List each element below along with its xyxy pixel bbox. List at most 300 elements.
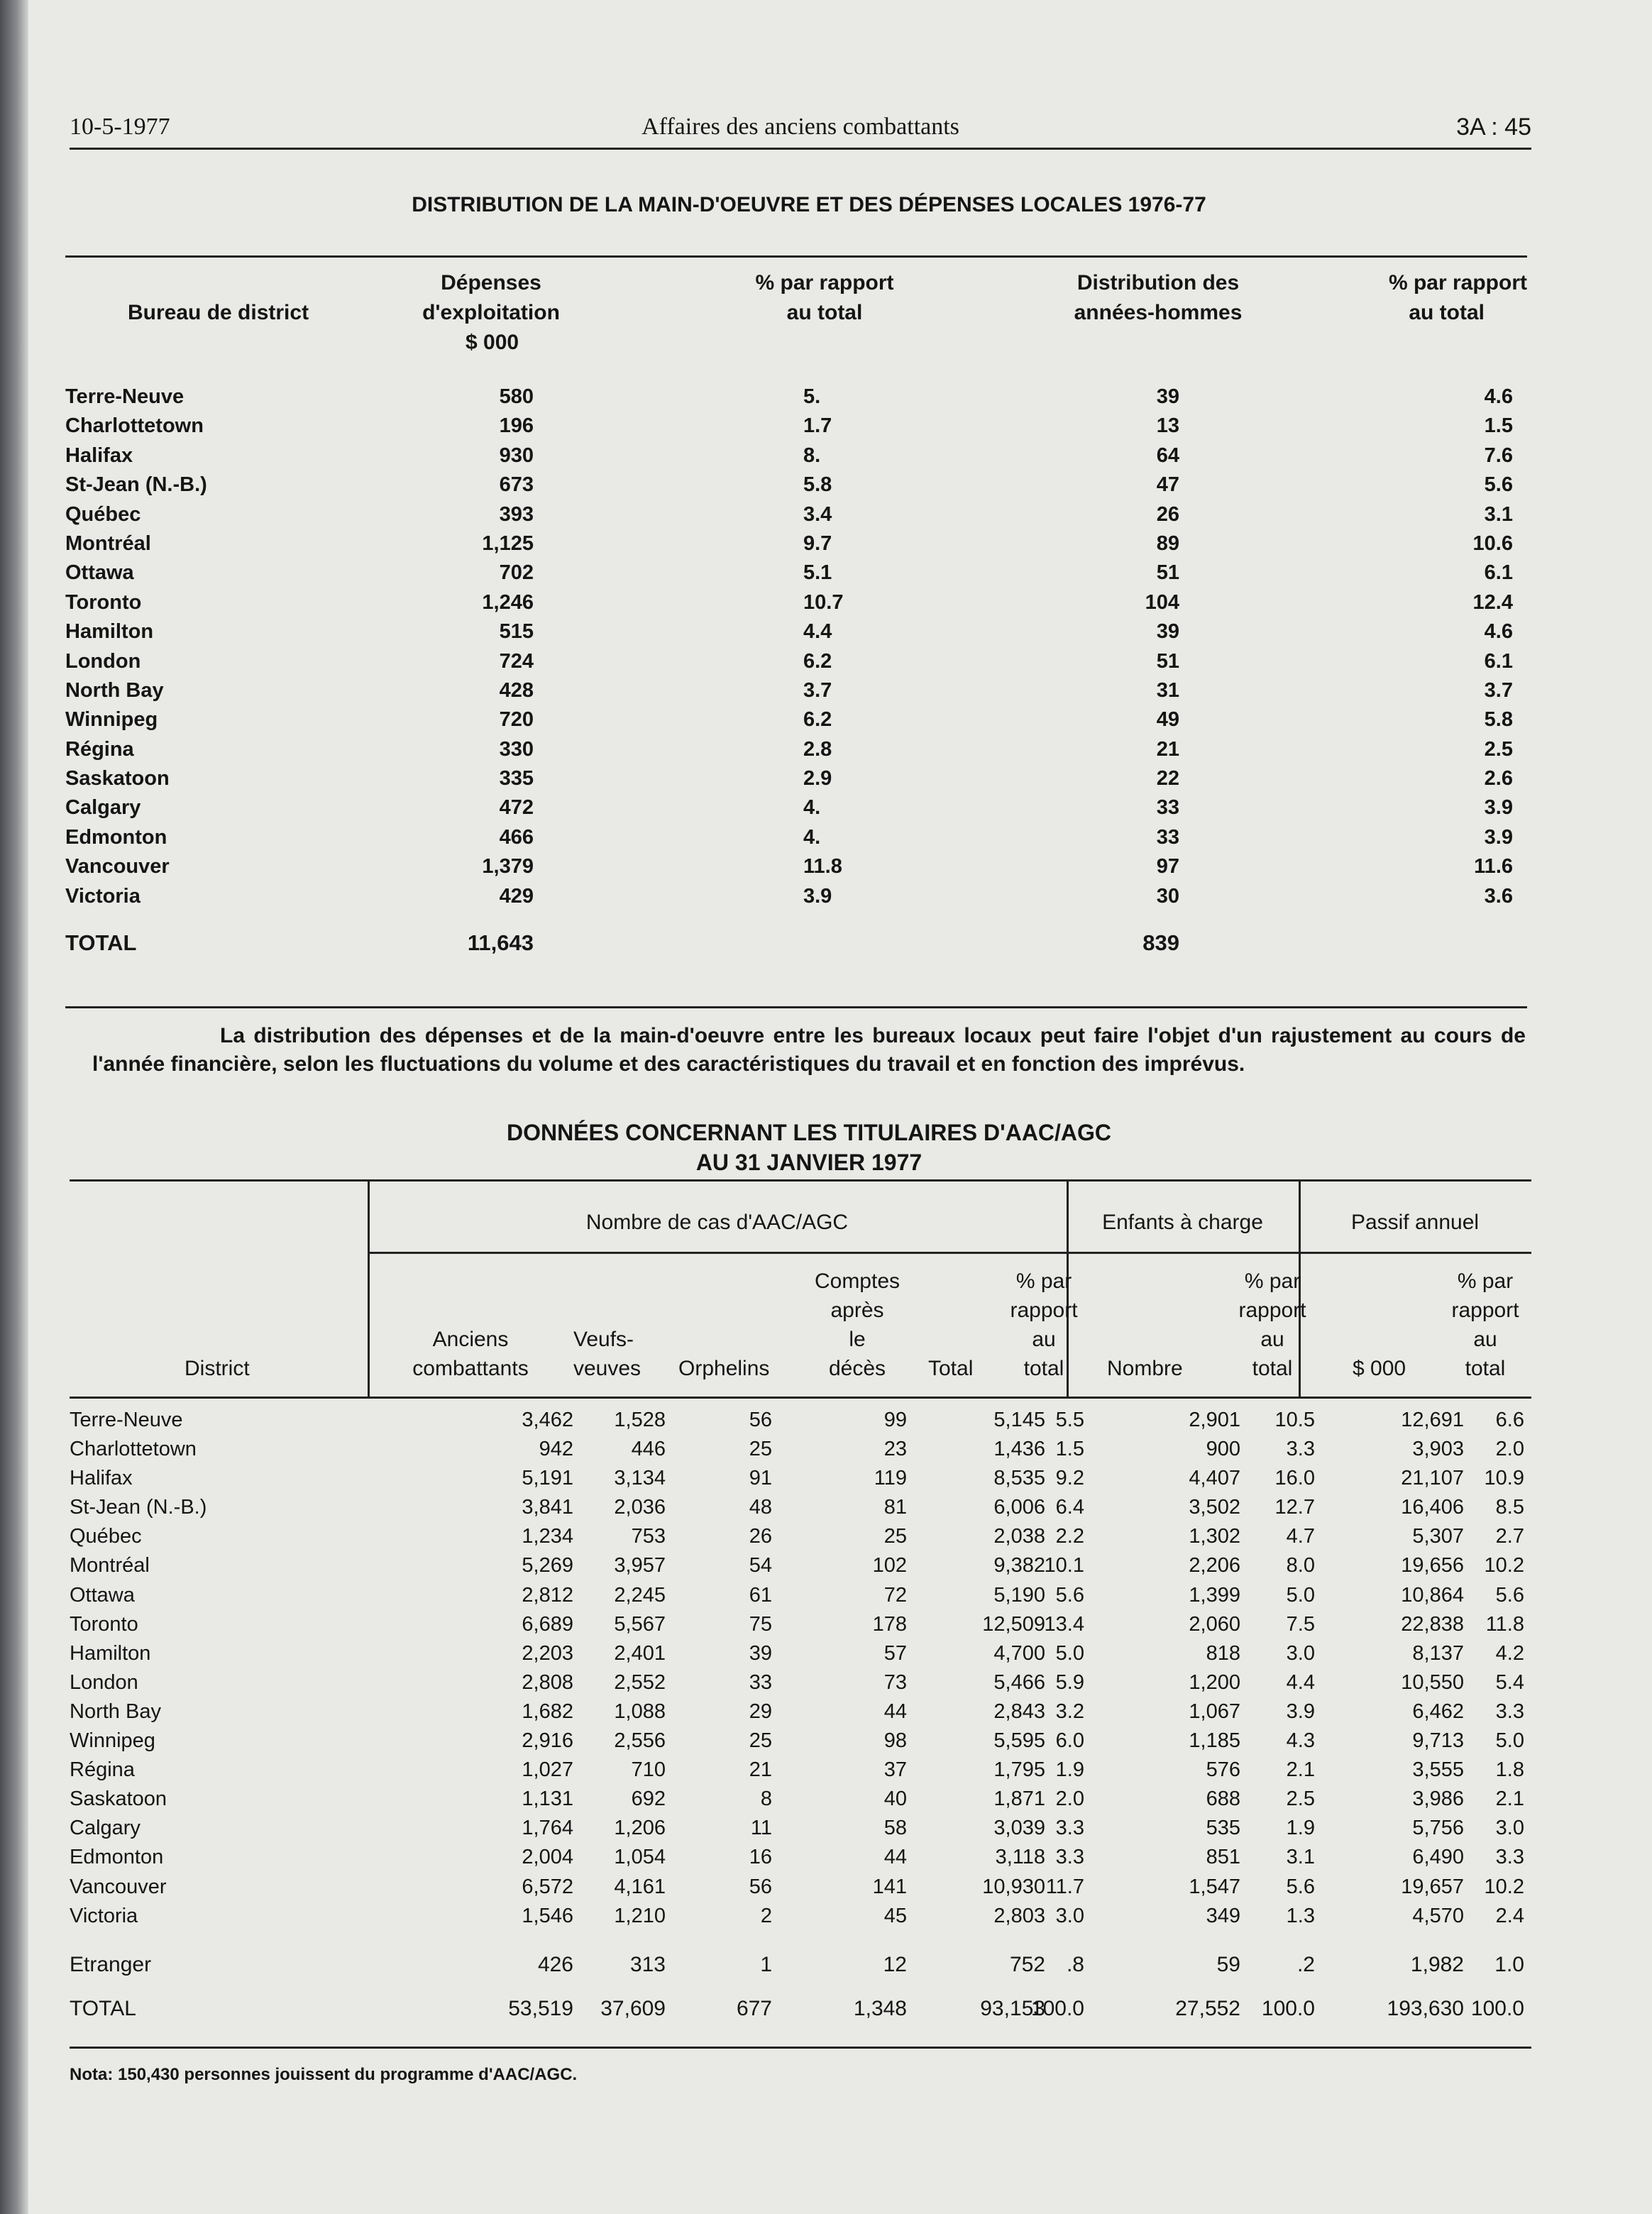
- table2-cell-liability: 4,570: [1412, 1904, 1464, 1927]
- table2-cell-liability: 6,490: [1412, 1846, 1464, 1869]
- table2-cell-pct: 5.6: [1055, 1583, 1084, 1607]
- table2-cell-liability-pct: 8.5: [1495, 1496, 1524, 1519]
- table2-cell-children: 1,185: [1189, 1729, 1240, 1753]
- table1-cell-pct: 2.9: [803, 767, 832, 791]
- table2-cell-accounts: 119: [874, 1467, 907, 1490]
- table2-cell-accounts: 58: [883, 1817, 907, 1840]
- table1-cell-pct2: 3.9: [1484, 825, 1513, 849]
- table2-cell-orphans: 91: [749, 1467, 772, 1490]
- table2-cell-veterans: 2,004: [522, 1846, 573, 1869]
- table2-cell-children: 818: [1206, 1641, 1240, 1665]
- table2-cell-widows: 1,054: [614, 1846, 666, 1869]
- table2-cell-veterans: 5,269: [522, 1554, 573, 1577]
- table2-cell-district: Québec: [70, 1525, 142, 1548]
- table2-header: [70, 1179, 1531, 1397]
- table2-col-children-pct-l2: rapport: [1238, 1299, 1306, 1322]
- table1-cell-expenses: 429: [499, 884, 534, 908]
- table2-cell-accounts: 98: [883, 1729, 907, 1753]
- table2-group-cases: Nombre de cas d'AAC/AGC: [585, 1211, 849, 1234]
- table2-cell-children-pct: 3.0: [1286, 1641, 1315, 1665]
- table2-cell-pct: 3.0: [1055, 1904, 1084, 1927]
- table1-cell-expenses: 720: [499, 708, 534, 732]
- table2-row: [70, 1876, 1531, 1905]
- table1-row: [65, 679, 1527, 708]
- table2-cell-district: Vancouver: [70, 1875, 167, 1898]
- table1-body: [65, 385, 1527, 914]
- table2-cell-total: 1,436: [993, 1438, 1045, 1461]
- table1-cell-office: Victoria: [65, 884, 141, 908]
- table2-cell-total: 12,509: [982, 1612, 1045, 1636]
- table2-cell-veterans: 6,572: [522, 1875, 573, 1898]
- table2-row: [70, 1729, 1531, 1758]
- table2-col-pct-l1: % par: [1015, 1270, 1072, 1293]
- table1-cell-pct: 2.8: [803, 737, 832, 761]
- table2-cell-total: 5,190: [993, 1583, 1045, 1607]
- table1-row: [65, 796, 1527, 825]
- table2-row: [70, 1496, 1531, 1525]
- table1-cell-pct: 4.: [803, 825, 821, 849]
- table2-cell-veterans: 2,916: [522, 1729, 573, 1753]
- table2-cell-veterans: 2,808: [522, 1670, 573, 1694]
- nota-text: 150,430 personnes jouissent du programme d'AAC/AGC.: [118, 2065, 578, 2084]
- table2-cell-widows: 692: [631, 1788, 666, 1811]
- table2-col-liability-pct-l4: total: [1465, 1357, 1506, 1380]
- table2-cell-liability-pct: 100.0: [1470, 1997, 1524, 2020]
- table1-cell-pct: 11.8: [803, 855, 842, 879]
- table1-cell-expenses: 335: [499, 767, 534, 791]
- table1-row: [65, 503, 1527, 532]
- table2-cell-veterans: 1,546: [522, 1904, 573, 1927]
- table2-col-accounts-l4: décès: [828, 1357, 886, 1380]
- table2-cell-liability-pct: 2.0: [1495, 1438, 1524, 1461]
- table2-col-liability-pct-l3: au: [1473, 1328, 1497, 1351]
- table2-cell-total: 5,145: [993, 1409, 1045, 1431]
- table2-col-children-pct-l4: total: [1252, 1357, 1293, 1380]
- table2-col-accounts-l2: après: [830, 1299, 884, 1322]
- table1-cell-person-years: 47: [1156, 473, 1179, 497]
- table2-group-children: Enfants à charge: [1102, 1211, 1263, 1234]
- table2-cell-total: 5,595: [993, 1729, 1045, 1753]
- table2-cell-children: 900: [1206, 1438, 1240, 1461]
- table2-cell-pct: 5.0: [1055, 1641, 1084, 1665]
- table2-row: [70, 1817, 1531, 1846]
- table2-cell-widows: 2,556: [614, 1729, 666, 1753]
- table1-cell-pct2: 3.9: [1484, 796, 1513, 820]
- table1-cell-person-years: 21: [1156, 737, 1179, 761]
- table1-total-label: TOTAL: [65, 930, 137, 955]
- table2-row: [70, 1409, 1531, 1438]
- table1-row: [65, 473, 1527, 502]
- header-rule: [70, 148, 1531, 150]
- table2-cell-total: 2,803: [993, 1904, 1045, 1927]
- table2-cell-widows: 3,957: [614, 1554, 666, 1577]
- header-page-ref: 3A : 45: [1456, 114, 1531, 141]
- table2-cell-veterans: 1,234: [522, 1525, 573, 1548]
- table1-col-personyears-l1: Distribution des: [1076, 271, 1240, 294]
- table2-cell-pct: 10.1: [1044, 1554, 1084, 1577]
- table2-cell-district: Saskatoon: [70, 1788, 167, 1811]
- table2-cell-children-pct: 5.0: [1286, 1583, 1315, 1607]
- table1-cell-office: Terre-Neuve: [65, 385, 185, 408]
- table2-abroad-row: [70, 1953, 1531, 1983]
- table2-cell-children-pct: 1.3: [1286, 1904, 1315, 1927]
- table2-col-veterans-l1: Anciens: [432, 1328, 509, 1351]
- table1-cell-pct: 1.7: [803, 414, 832, 438]
- table2-cell-accounts: 25: [883, 1525, 907, 1548]
- table1-col-expenses-l2: d'exploitation: [422, 301, 560, 324]
- table1-cell-pct: 4.4: [803, 620, 832, 644]
- table2-cell-accounts: 99: [883, 1409, 907, 1431]
- table1-total-person-years: 839: [1142, 930, 1179, 955]
- table2-cell-children-pct: 4.4: [1286, 1670, 1315, 1694]
- table2-cell-pct: 1.5: [1055, 1438, 1084, 1461]
- table2-cell-district: London: [70, 1670, 138, 1694]
- table1-col-personyears-l2: années-hommes: [1074, 301, 1243, 324]
- table2-col-accounts-l3: le: [849, 1328, 866, 1351]
- table2-cell-widows: 2,245: [614, 1583, 666, 1607]
- table1-cell-pct2: 12.4: [1472, 590, 1513, 614]
- table2-cell-liability-pct: 10.9: [1484, 1467, 1524, 1490]
- table1-cell-pct2: 2.6: [1484, 767, 1513, 791]
- table1-cell-person-years: 51: [1156, 649, 1179, 673]
- table2-cell-district: Winnipeg: [70, 1729, 155, 1753]
- table1-cell-pct2: 5.6: [1484, 473, 1513, 497]
- table2-cell-children-pct: 2.1: [1286, 1758, 1315, 1782]
- table1-cell-pct: 5.8: [803, 473, 832, 497]
- table2-cell-pct: 6.4: [1055, 1496, 1084, 1519]
- table2-cell-widows: 4,161: [614, 1875, 666, 1898]
- table1-cell-expenses: 196: [499, 414, 534, 438]
- table1-row: [65, 738, 1527, 767]
- table2-cell-children: 1,547: [1189, 1875, 1240, 1898]
- table2-cell-district: Edmonton: [70, 1846, 164, 1869]
- table2-cell-district: TOTAL: [70, 1997, 136, 2020]
- table2-cell-children: 59: [1216, 1953, 1240, 1976]
- table2-cell-total: 1,871: [993, 1788, 1045, 1811]
- table1-cell-person-years: 33: [1156, 825, 1179, 849]
- table2-cell-pct: 3.3: [1055, 1817, 1084, 1840]
- table2-cell-liability-pct: 5.6: [1495, 1583, 1524, 1607]
- table2-cell-orphans: 11: [750, 1817, 772, 1840]
- table2-cell-accounts: 12: [883, 1953, 907, 1976]
- table1-cell-office: Ottawa: [65, 561, 134, 585]
- table2-cell-accounts: 72: [883, 1583, 907, 1607]
- table2-cell-widows: 753: [631, 1525, 666, 1548]
- table2-cell-pct: 3.3: [1055, 1846, 1084, 1869]
- table1-col-pct1-l1: % par rapport: [755, 271, 894, 294]
- table1-cell-pct: 3.9: [803, 884, 832, 908]
- table2-cell-veterans: 1,682: [522, 1700, 573, 1723]
- table2-col-pct-l3: au: [1032, 1328, 1056, 1351]
- table2-cell-children-pct: 12.7: [1274, 1496, 1315, 1519]
- table1-cell-pct: 10.7: [803, 590, 844, 614]
- table1-cell-pct2: 1.5: [1484, 414, 1513, 438]
- table1-cell-person-years: 97: [1156, 855, 1179, 879]
- table1-cell-pct: 5.: [803, 385, 821, 408]
- table2-cell-pct: 5.9: [1055, 1670, 1084, 1694]
- table1-cell-pct2: 6.1: [1484, 561, 1513, 585]
- table2-cell-orphans: 21: [749, 1758, 772, 1782]
- table1-cell-pct2: 4.6: [1484, 385, 1513, 408]
- table2-cell-accounts: 1,348: [853, 1997, 907, 2020]
- table2-cell-veterans: 1,027: [522, 1758, 573, 1782]
- table1-col-expenses-l1: Dépenses: [441, 271, 541, 294]
- table2-cell-widows: 446: [631, 1438, 666, 1461]
- table1-cell-pct2: 4.6: [1484, 620, 1513, 644]
- table2-cell-accounts: 40: [883, 1788, 907, 1811]
- table2-cell-widows: 1,088: [614, 1700, 666, 1723]
- table2-col-children-pct-l3: au: [1260, 1328, 1284, 1351]
- table2-cell-liability: 22,838: [1401, 1612, 1464, 1636]
- table2-cell-orphans: 16: [749, 1846, 772, 1869]
- table2-cell-total: 8,535: [993, 1467, 1045, 1490]
- table1-cell-person-years: 33: [1156, 796, 1179, 820]
- table2-cell-pct: .8: [1066, 1953, 1084, 1976]
- table1-cell-pct2: 2.5: [1484, 737, 1513, 761]
- table2-cell-pct: 100.0: [1030, 1997, 1084, 2020]
- table2-bottom-rule: [70, 2047, 1531, 2049]
- table2-cell-pct: 2.0: [1055, 1788, 1084, 1811]
- table1-total-expenses: 11,643: [467, 930, 534, 955]
- table2-cell-children: 2,901: [1189, 1409, 1240, 1431]
- table1-cell-expenses: 580: [499, 385, 534, 408]
- table2-cell-orphans: 8: [760, 1788, 772, 1811]
- table1-cell-person-years: 51: [1156, 561, 1179, 585]
- table2-cell-orphans: 26: [749, 1525, 772, 1548]
- table1-row: [65, 855, 1527, 884]
- table2-cell-total: 5,466: [993, 1670, 1045, 1694]
- header-date: 10-5-1977: [70, 114, 170, 140]
- table2-cell-pct: 5.5: [1055, 1409, 1084, 1431]
- table1-cell-expenses: 466: [499, 825, 534, 849]
- table2-cell-accounts: 37: [883, 1758, 907, 1782]
- table2-cell-total: 3,039: [993, 1817, 1045, 1840]
- table1-cell-office: Régina: [65, 737, 134, 761]
- table1-cell-pct2: 5.8: [1484, 708, 1513, 732]
- table2-cell-district: Hamilton: [70, 1641, 151, 1665]
- table2-row: [70, 1554, 1531, 1583]
- table1-cell-expenses: 702: [499, 561, 534, 585]
- table2-col-accounts-l1: Comptes: [814, 1270, 901, 1293]
- table2-col-children-pct-l1: % par: [1244, 1270, 1301, 1293]
- table2-cell-liability: 3,555: [1412, 1758, 1464, 1782]
- table2-group-liability: Passif annuel: [1350, 1211, 1480, 1234]
- table2-cell-children: 2,060: [1189, 1612, 1240, 1636]
- table1-row: [65, 444, 1527, 473]
- table2-row: [70, 1788, 1531, 1817]
- table2-cell-district: Montréal: [70, 1554, 150, 1577]
- table2-cell-pct: 1.9: [1055, 1758, 1084, 1782]
- table1-cell-pct: 9.7: [803, 532, 832, 555]
- table2-cell-children-pct: 10.5: [1274, 1409, 1315, 1431]
- table1-cell-office: London: [65, 649, 141, 673]
- table2-cell-children-pct: 2.5: [1286, 1788, 1315, 1811]
- table2-cell-liability: 1,982: [1410, 1953, 1464, 1976]
- table1-cell-person-years: 104: [1145, 590, 1179, 614]
- table2-cell-children: 535: [1206, 1817, 1240, 1840]
- table1-col-pct1-l2: au total: [786, 301, 863, 324]
- table2-cell-liability-pct: 1.0: [1494, 1953, 1524, 1976]
- table2-cell-accounts: 44: [883, 1846, 907, 1869]
- table2-cell-liability-pct: 3.3: [1495, 1846, 1524, 1869]
- table1-cell-pct2: 10.6: [1472, 532, 1513, 555]
- table1-top-rule: [65, 255, 1527, 258]
- table2-cell-widows: 2,401: [614, 1641, 666, 1665]
- table2-cell-widows: 1,528: [614, 1409, 666, 1431]
- table1-note: La distribution des dépenses et de la main-d'oeuvre entre les bureaux locaux peut faire l'objet d'un rajustement au cours de l'année financière, selon les fluctuations du volume et des caractéristiques du travail et en fonction des imprévus.: [92, 1024, 1526, 1076]
- table2-cell-children: 1,399: [1189, 1583, 1240, 1607]
- table2-cell-accounts: 178: [872, 1612, 907, 1636]
- table1-col-office: Bureau de district: [128, 301, 309, 324]
- table2-cell-total: 1,795: [993, 1758, 1045, 1782]
- table1-total-row: [65, 930, 1527, 962]
- table2-cell-children: 576: [1206, 1758, 1240, 1782]
- table1-cell-pct2: 3.6: [1484, 884, 1513, 908]
- table2-cell-veterans: 1,764: [522, 1817, 573, 1840]
- table2-nota: [70, 2065, 577, 2085]
- table2-cell-liability: 16,406: [1401, 1496, 1464, 1519]
- table2-row: [70, 1700, 1531, 1729]
- table2-cell-liability-pct: 2.1: [1495, 1788, 1524, 1811]
- table1-cell-expenses: 1,379: [482, 855, 534, 879]
- table2-cell-pct: 3.2: [1055, 1700, 1084, 1723]
- table2-cell-orphans: 61: [749, 1583, 772, 1607]
- table2-cell-liability: 10,550: [1401, 1670, 1464, 1694]
- table2-cell-children-pct: 100.0: [1261, 1997, 1315, 2020]
- table1-cell-pct: 6.2: [803, 649, 832, 673]
- table2-cell-total: 10,930: [982, 1875, 1045, 1898]
- table2-row: [70, 1905, 1531, 1934]
- table2-cell-children-pct: 8.0: [1286, 1554, 1315, 1577]
- table2-cell-veterans: 3,841: [522, 1496, 573, 1519]
- table2-cell-accounts: 73: [883, 1670, 907, 1694]
- table2-cell-children-pct: 4.7: [1286, 1525, 1315, 1548]
- table2-cell-total: 752: [1009, 1953, 1045, 1976]
- nota-label: Nota:: [70, 2065, 114, 2084]
- table2-cell-veterans: 6,689: [522, 1612, 573, 1636]
- table1-cell-expenses: 673: [499, 473, 534, 497]
- table2-cell-district: Charlottetown: [70, 1438, 197, 1461]
- table2-cell-widows: 5,567: [614, 1612, 666, 1636]
- table2-cell-children-pct: 16.0: [1274, 1467, 1315, 1490]
- table2-cell-orphans: 56: [749, 1875, 772, 1898]
- header-journal-title: Affaires des anciens combattants: [641, 114, 959, 140]
- table2-cell-orphans: 54: [749, 1554, 772, 1577]
- table2-col-dollars: $ 000: [1353, 1357, 1406, 1380]
- table1-row: [65, 767, 1527, 796]
- table1-cell-expenses: 724: [499, 649, 534, 673]
- table2-cell-liability: 6,462: [1412, 1700, 1464, 1723]
- table1-row: [65, 591, 1527, 620]
- table2-cell-children-pct: 3.9: [1286, 1700, 1315, 1723]
- table2-row: [70, 1438, 1531, 1467]
- table2-cell-widows: 3,134: [614, 1467, 666, 1490]
- table2-cell-children: 349: [1206, 1904, 1240, 1927]
- table2-col-district: District: [185, 1357, 250, 1380]
- table2-col-liability-pct-l1: % par: [1457, 1270, 1514, 1293]
- table2-cell-district: North Bay: [70, 1700, 161, 1723]
- table2-cell-liability-pct: 10.2: [1484, 1875, 1524, 1898]
- table1-cell-person-years: 26: [1156, 502, 1179, 526]
- table1-row: [65, 561, 1527, 590]
- table1-cell-office: Saskatoon: [65, 767, 170, 791]
- table2-cell-children: 1,200: [1189, 1670, 1240, 1694]
- table2-col-widows-l2: veuves: [573, 1357, 641, 1380]
- table2-cell-widows: 1,206: [614, 1817, 666, 1840]
- table1-cell-office: Edmonton: [65, 825, 167, 849]
- table2-cell-district: Calgary: [70, 1817, 141, 1840]
- table1-cell-office: Winnipeg: [65, 708, 158, 732]
- table1-cell-office: Hamilton: [65, 620, 154, 644]
- table2-cell-total: 93,153: [980, 1997, 1045, 2020]
- table2-cell-liability: 19,657: [1401, 1875, 1464, 1898]
- table2-cell-pct: 11.7: [1045, 1875, 1084, 1898]
- table1-cell-office: Calgary: [65, 796, 141, 820]
- table2-cell-liability-pct: 2.7: [1495, 1525, 1524, 1548]
- table1-cell-expenses: 515: [499, 620, 534, 644]
- table2-title-line1: DONNÉES CONCERNANT LES TITULAIRES D'AAC/AGC: [506, 1120, 1112, 1145]
- table2-cell-liability: 5,307: [1412, 1525, 1464, 1548]
- table1-title: DISTRIBUTION DE LA MAIN-D'OEUVRE ET DES DÉPENSES LOCALES 1976-77: [412, 193, 1206, 216]
- table2-cell-district: Ottawa: [70, 1583, 135, 1607]
- table1-cell-office: North Bay: [65, 678, 164, 702]
- table2-cell-accounts: 57: [883, 1641, 907, 1665]
- table1-cell-person-years: 39: [1156, 385, 1179, 408]
- table2-cell-accounts: 141: [872, 1875, 907, 1898]
- table2-cell-orphans: 39: [749, 1641, 772, 1665]
- table2-cell-children: 27,552: [1175, 1997, 1240, 2020]
- table2-total-row: [70, 1997, 1531, 2027]
- table2-cell-pct: 6.0: [1055, 1729, 1084, 1753]
- table1-row: [65, 414, 1527, 444]
- table2-cell-accounts: 44: [883, 1700, 907, 1723]
- running-head: [70, 114, 1531, 146]
- table2-row: [70, 1671, 1531, 1700]
- table2-cell-orphans: 1: [760, 1953, 772, 1976]
- table2-cell-children-pct: 7.5: [1286, 1612, 1315, 1636]
- table2-cell-orphans: 33: [749, 1670, 772, 1694]
- table2-col-total: Total: [928, 1357, 974, 1380]
- table2-row: [70, 1846, 1531, 1875]
- table1-cell-expenses: 1,246: [482, 590, 534, 614]
- table2-col-number: Nombre: [1107, 1357, 1183, 1380]
- table1-row: [65, 708, 1527, 737]
- table2-cell-widows: 2,036: [614, 1496, 666, 1519]
- table1-row: [65, 532, 1527, 561]
- table1-cell-person-years: 13: [1156, 414, 1179, 438]
- table2-cell-orphans: 29: [749, 1700, 772, 1723]
- table1-cell-person-years: 22: [1156, 767, 1179, 791]
- table2-cell-accounts: 23: [883, 1438, 907, 1461]
- table2-row: [70, 1758, 1531, 1788]
- table1-col-pct2-l1: % par rapport: [1388, 271, 1527, 294]
- table2-cell-children-pct: 3.3: [1286, 1438, 1315, 1461]
- table2-cell-liability-pct: 5.4: [1495, 1670, 1524, 1694]
- table2-cell-liability: 3,986: [1412, 1788, 1464, 1811]
- table2-cell-children-pct: 3.1: [1286, 1846, 1315, 1869]
- table2-cell-total: 3,118: [995, 1846, 1045, 1869]
- table1-col-pct2-l2: au total: [1409, 301, 1485, 324]
- table2-cell-district: St-Jean (N.-B.): [70, 1496, 207, 1519]
- table2-cell-district: Terre-Neuve: [70, 1409, 183, 1431]
- table2-cell-orphans: 48: [749, 1496, 772, 1519]
- table1-cell-office: Montréal: [65, 532, 151, 555]
- table2-cell-liability: 193,630: [1387, 1997, 1464, 2020]
- table1-cell-person-years: 49: [1156, 708, 1179, 732]
- table2-cell-district: Régina: [70, 1758, 135, 1782]
- table1-cell-person-years: 31: [1156, 678, 1179, 702]
- table2-cell-total: 6,006: [993, 1496, 1045, 1519]
